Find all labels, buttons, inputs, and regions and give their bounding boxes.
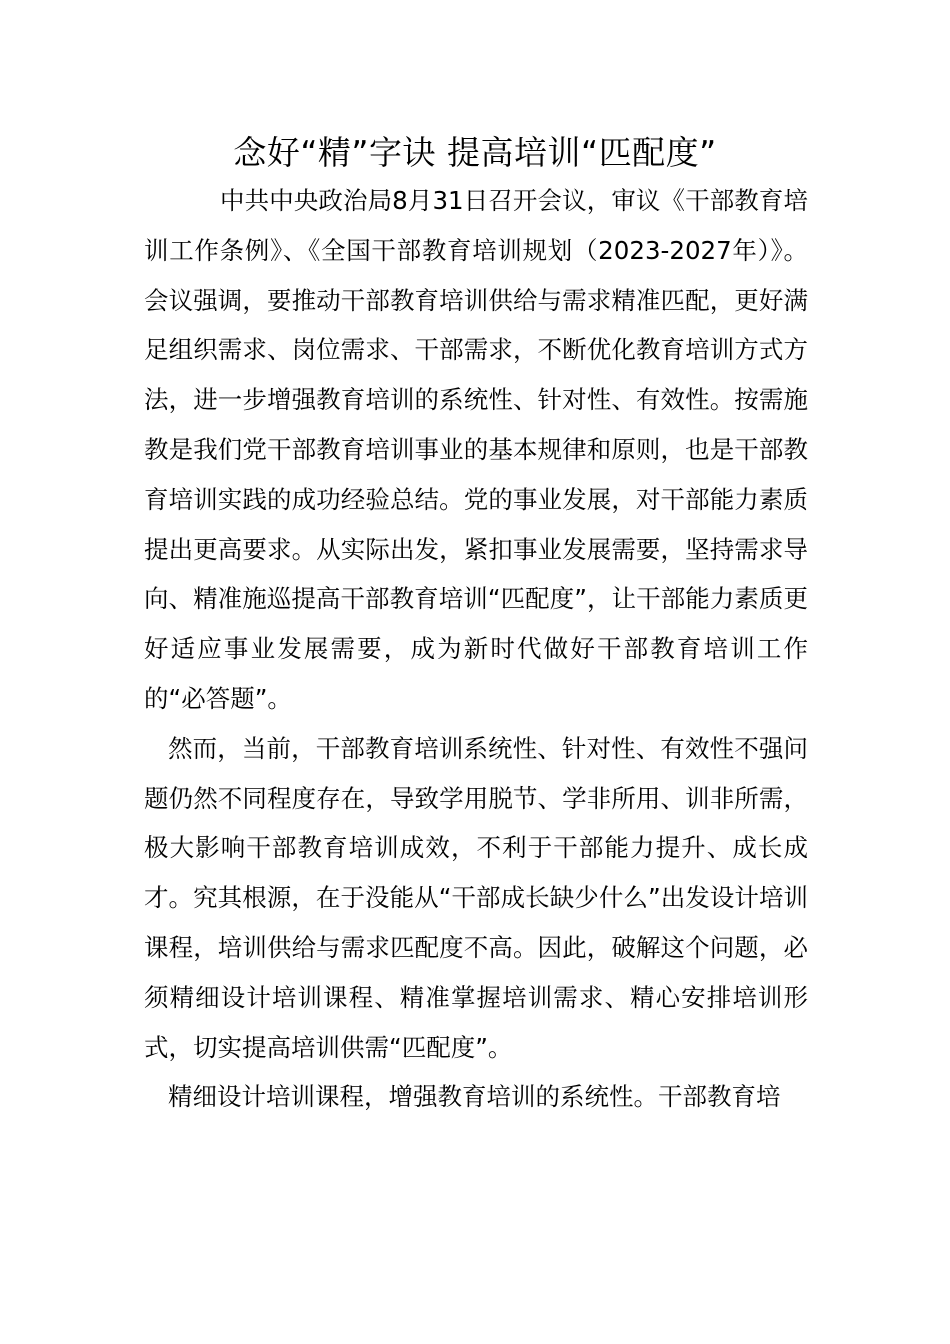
document-body bbox=[144, 176, 808, 1122]
paragraph-3: 精细设计培训课程，增强教育培训的系统性。干部教育培 bbox=[168, 1082, 781, 1112]
paragraph-1: 中共中央政治局8月31日召开会议，审议《干部教育培训工作条例》、《全国干部教育培训规划（2023-2027年）》。会议强调，要推动干部教育培训供给与需求精准匹配，更好满足组织需求、岗位需求、干部需求，不断优化教育培训方式方法，进一步增强教育培训的系统性、针对性、有效性。按需施教是我们党干部教育培训事业的基本规律和原则，也是干部教育培训实践的成功经验总结。党的事业发展，对干部能力素质提出更高要求。从实际出发，紧扣事业发展需要，坚持需求导向、精准施巡提高干部教育培训“匹配度”，让干部能力素质更好适应事业发展需要，成为新时代做好干部教育培训工作的“必答题”。 bbox=[144, 186, 808, 713]
paragraph-2: 然而，当前，干部教育培训系统性、针对性、有效性不强问题仍然不同程度存在，导致学用脱节、学非所用、训非所需，极大影响干部教育培训成效，不利于干部能力提升、成长成才。究其根源，在于没能从“干部成长缺少什么”出发设计培训课程，培训供给与需求匹配度不高。因此，破解这个问题，必须精细设计培训课程、精准掌握培训需求、精心安排培训形式，切实提高培训供需“匹配度”。 bbox=[144, 733, 808, 1062]
document-title: 念好“精”字诀 提高培训“匹配度” bbox=[233, 133, 717, 172]
